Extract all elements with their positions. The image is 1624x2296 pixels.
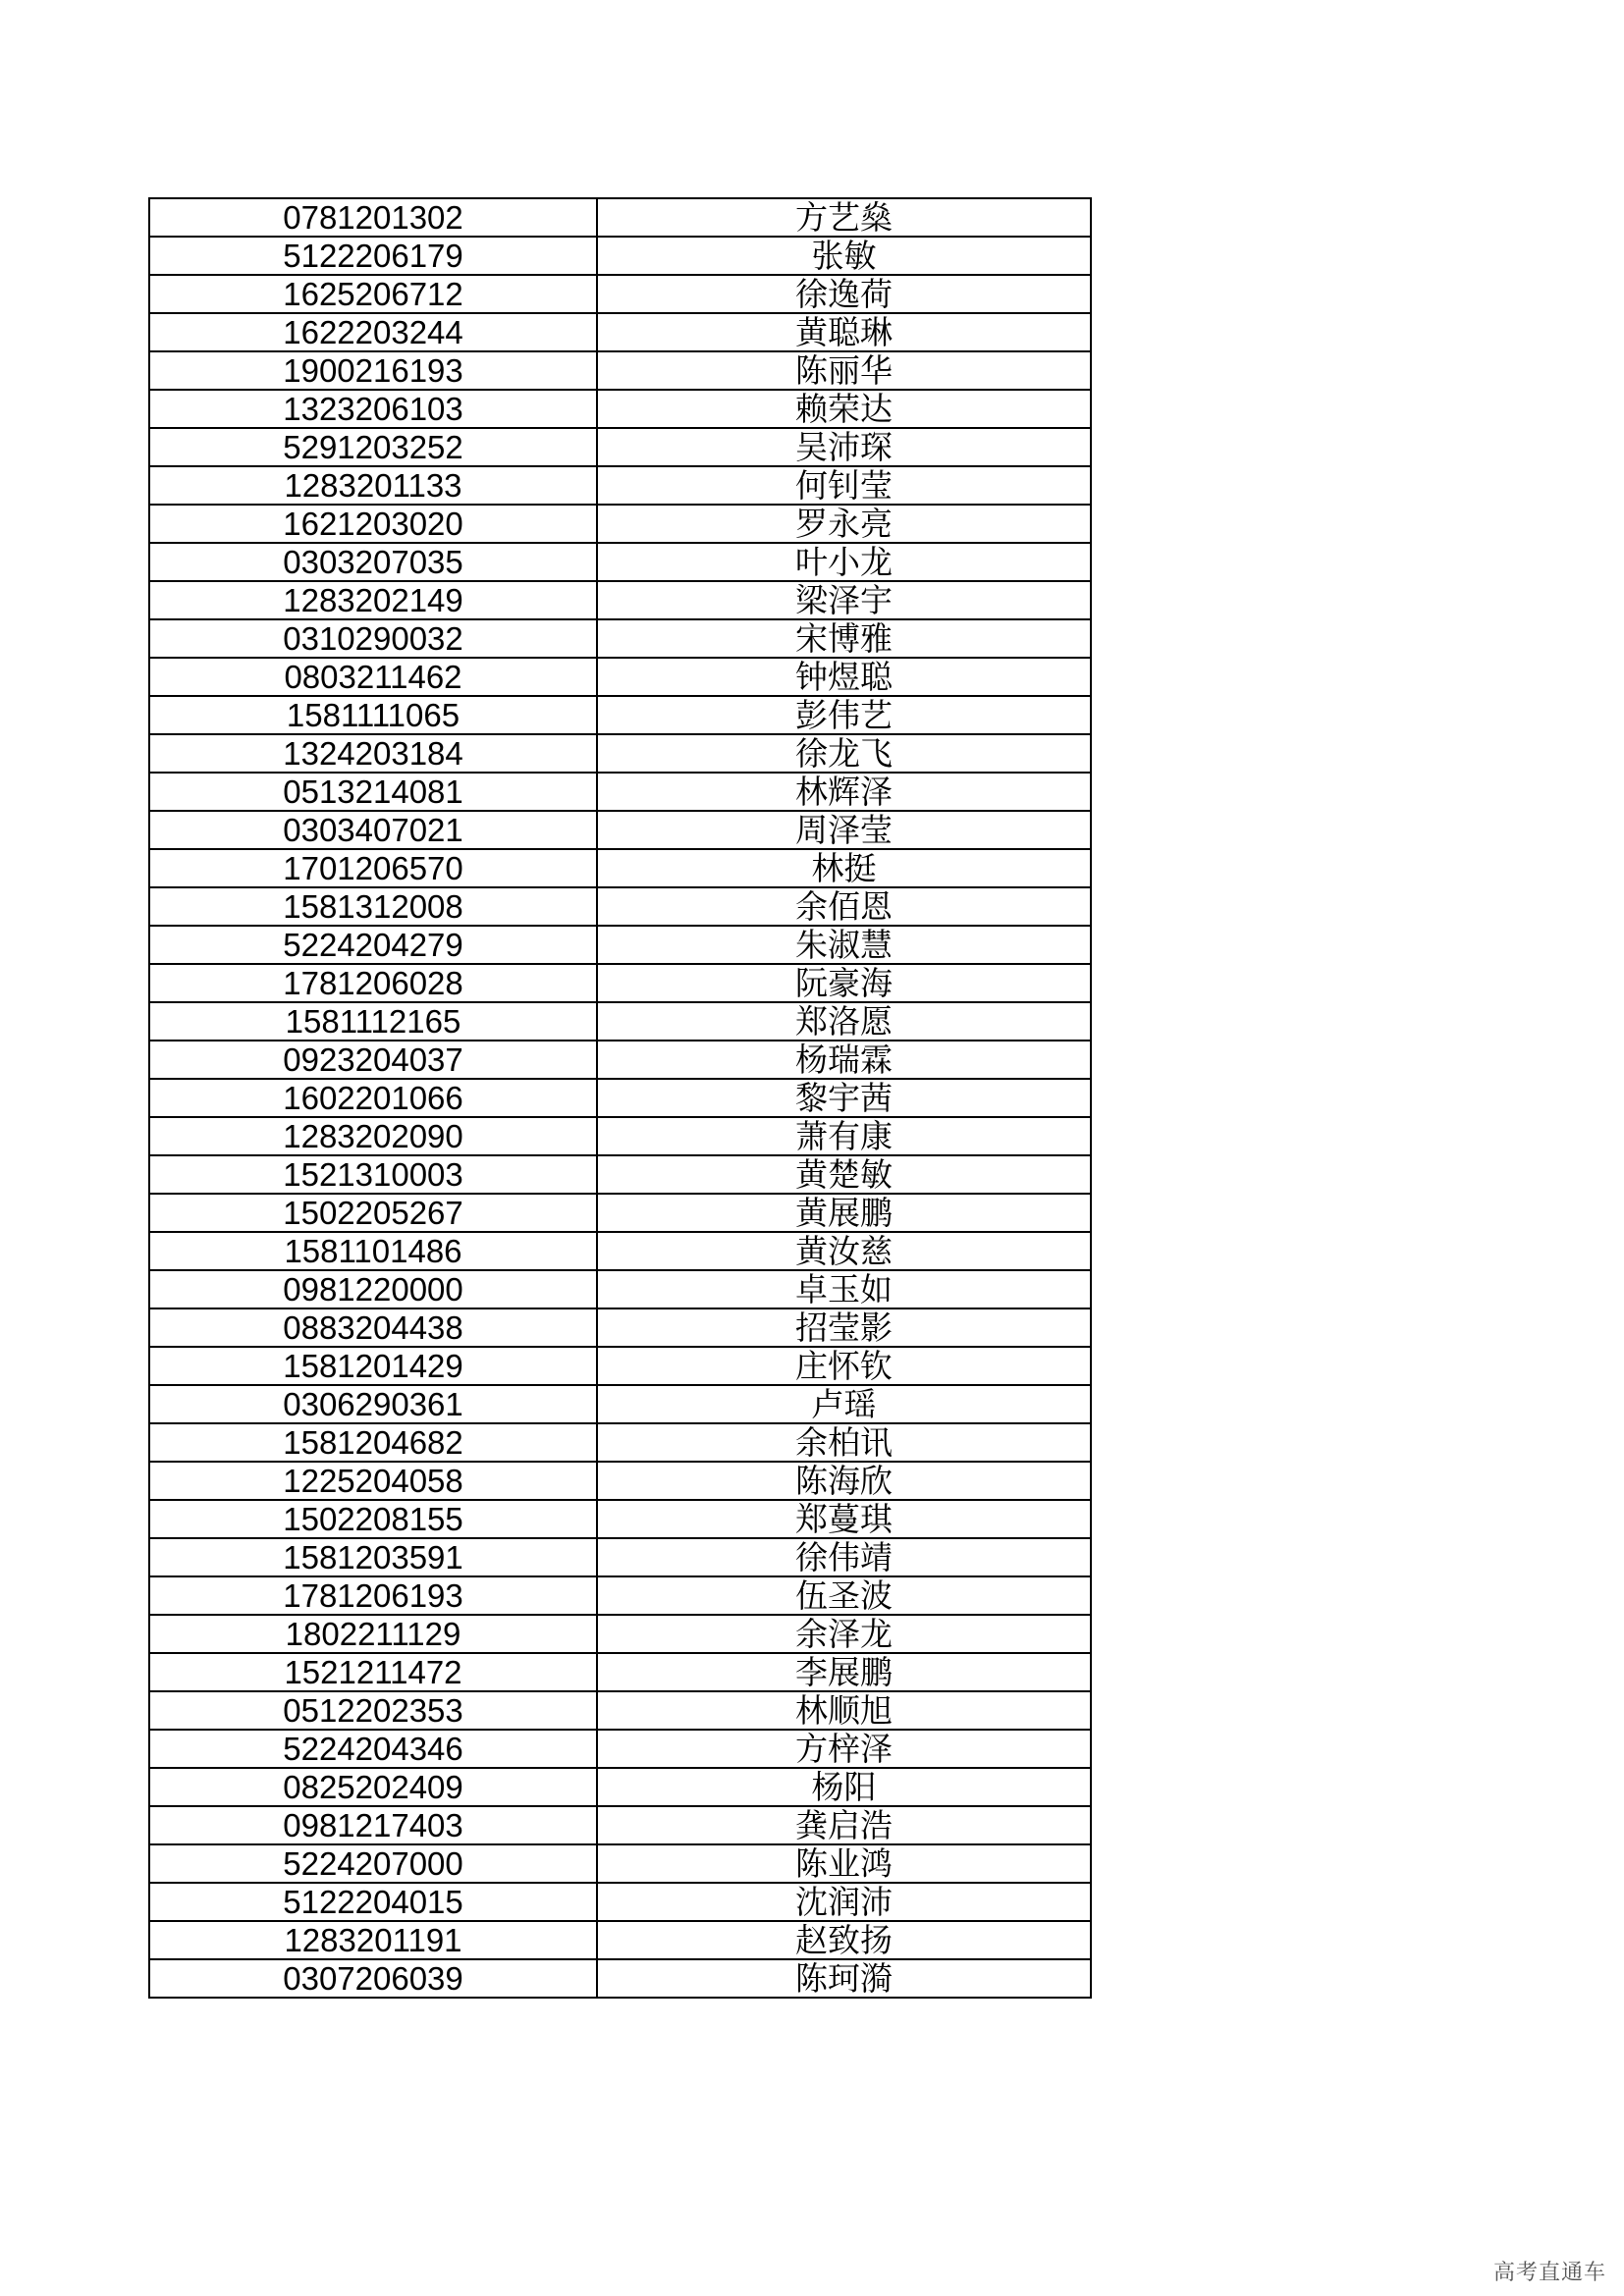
candidate-id-cell: 1622203244 <box>149 313 597 351</box>
table-row <box>149 428 1091 466</box>
candidate-name-cell: 林辉泽 <box>597 773 1091 811</box>
candidate-id-cell: 0306290361 <box>149 1385 597 1423</box>
candidate-id-cell: 1581203591 <box>149 1538 597 1576</box>
candidate-id-cell: 1900216193 <box>149 351 597 390</box>
table-row <box>149 1462 1091 1500</box>
table-row <box>149 1768 1091 1806</box>
candidate-name-cell: 黄汝慈 <box>597 1232 1091 1270</box>
table-row <box>149 1041 1091 1079</box>
table-row <box>149 1538 1091 1576</box>
candidate-name-cell: 林挺 <box>597 849 1091 887</box>
table-row <box>149 351 1091 390</box>
candidate-name-cell: 徐伟靖 <box>597 1538 1091 1576</box>
candidate-id-cell: 0883204438 <box>149 1308 597 1347</box>
candidate-name-cell: 黄楚敏 <box>597 1155 1091 1194</box>
candidate-id-cell: 1602201066 <box>149 1079 597 1117</box>
candidate-name-cell: 余佰恩 <box>597 887 1091 926</box>
candidate-name-cell: 杨瑞霖 <box>597 1041 1091 1079</box>
candidate-id-cell: 0303207035 <box>149 543 597 581</box>
table-row <box>149 773 1091 811</box>
candidate-name-cell: 招莹影 <box>597 1308 1091 1347</box>
table-row <box>149 696 1091 734</box>
table-row <box>149 1308 1091 1347</box>
table-row <box>149 1079 1091 1117</box>
table-row <box>149 887 1091 926</box>
table-row <box>149 390 1091 428</box>
candidate-id-cell: 1283202090 <box>149 1117 597 1155</box>
table-row <box>149 1385 1091 1423</box>
table-row <box>149 619 1091 658</box>
table-row <box>149 926 1091 964</box>
candidate-name-cell: 庄怀钦 <box>597 1347 1091 1385</box>
candidate-id-cell: 1324203184 <box>149 734 597 773</box>
table-row <box>149 1844 1091 1883</box>
candidate-name-cell: 彭伟艺 <box>597 696 1091 734</box>
table-row <box>149 1806 1091 1844</box>
candidate-name-cell: 沈润沛 <box>597 1883 1091 1921</box>
candidate-id-cell: 1502208155 <box>149 1500 597 1538</box>
table-row <box>149 198 1091 237</box>
candidate-id-cell: 1283201133 <box>149 466 597 505</box>
candidate-name-cell: 赵致扬 <box>597 1921 1091 1959</box>
candidate-id-cell: 5122206179 <box>149 237 597 275</box>
candidate-name-cell: 朱淑慧 <box>597 926 1091 964</box>
table-row <box>149 811 1091 849</box>
table-row <box>149 581 1091 619</box>
table-row <box>149 964 1091 1002</box>
table-row <box>149 505 1091 543</box>
candidate-name-cell: 徐逸荷 <box>597 275 1091 313</box>
candidate-name-cell: 罗永亮 <box>597 505 1091 543</box>
table-row <box>149 1347 1091 1385</box>
table-row <box>149 1155 1091 1194</box>
candidate-id-cell: 1283202149 <box>149 581 597 619</box>
candidate-name-cell: 赖荣达 <box>597 390 1091 428</box>
candidate-name-cell: 杨阳 <box>597 1768 1091 1806</box>
candidate-id-cell: 1283201191 <box>149 1921 597 1959</box>
candidate-name-cell: 陈海欣 <box>597 1462 1091 1500</box>
candidate-id-cell: 1781206028 <box>149 964 597 1002</box>
candidate-name-cell: 余泽龙 <box>597 1615 1091 1653</box>
candidate-name-cell: 方艺燊 <box>597 198 1091 237</box>
candidate-id-cell: 0981220000 <box>149 1270 597 1308</box>
candidate-name-cell: 叶小龙 <box>597 543 1091 581</box>
table-row <box>149 1002 1091 1041</box>
candidate-name-cell: 徐龙飞 <box>597 734 1091 773</box>
table-row <box>149 1691 1091 1730</box>
candidate-name-cell: 郑洛愿 <box>597 1002 1091 1041</box>
roster-table <box>148 197 1092 1999</box>
candidate-id-cell: 1581312008 <box>149 887 597 926</box>
candidate-id-cell: 1621203020 <box>149 505 597 543</box>
candidate-name-cell: 卢瑶 <box>597 1385 1091 1423</box>
candidate-id-cell: 1581112165 <box>149 1002 597 1041</box>
candidate-name-cell: 陈丽华 <box>597 351 1091 390</box>
candidate-name-cell: 方梓泽 <box>597 1730 1091 1768</box>
table-row <box>149 1423 1091 1462</box>
candidate-id-cell: 0981217403 <box>149 1806 597 1844</box>
candidate-name-cell: 何钊莹 <box>597 466 1091 505</box>
candidate-name-cell: 吴沛琛 <box>597 428 1091 466</box>
candidate-name-cell: 张敏 <box>597 237 1091 275</box>
table-row <box>149 1615 1091 1653</box>
table-row <box>149 1576 1091 1615</box>
candidate-id-cell: 1581111065 <box>149 696 597 734</box>
table-row <box>149 1959 1091 1998</box>
table-row <box>149 1194 1091 1232</box>
candidate-id-cell: 1802211129 <box>149 1615 597 1653</box>
candidate-name-cell: 龚启浩 <box>597 1806 1091 1844</box>
candidate-id-cell: 0513214081 <box>149 773 597 811</box>
candidate-id-cell: 5224204346 <box>149 1730 597 1768</box>
table-row <box>149 313 1091 351</box>
candidate-name-cell: 黎宇茜 <box>597 1079 1091 1117</box>
table-row <box>149 1883 1091 1921</box>
candidate-id-cell: 0825202409 <box>149 1768 597 1806</box>
table-row <box>149 1921 1091 1959</box>
table-row <box>149 1117 1091 1155</box>
candidate-name-cell: 陈业鸿 <box>597 1844 1091 1883</box>
candidate-id-cell: 1502205267 <box>149 1194 597 1232</box>
candidate-name-cell: 钟煜聪 <box>597 658 1091 696</box>
table-row <box>149 466 1091 505</box>
candidate-name-cell: 伍圣波 <box>597 1576 1091 1615</box>
candidate-name-cell: 梁泽宇 <box>597 581 1091 619</box>
candidate-id-cell: 5122204015 <box>149 1883 597 1921</box>
candidate-name-cell: 黄聪琳 <box>597 313 1091 351</box>
candidate-name-cell: 周泽莹 <box>597 811 1091 849</box>
candidate-id-cell: 1521211472 <box>149 1653 597 1691</box>
candidate-id-cell: 1581101486 <box>149 1232 597 1270</box>
candidate-name-cell: 余柏讯 <box>597 1423 1091 1462</box>
candidate-id-cell: 1581201429 <box>149 1347 597 1385</box>
candidate-id-cell: 1781206193 <box>149 1576 597 1615</box>
table-row <box>149 237 1091 275</box>
candidate-id-cell: 1225204058 <box>149 1462 597 1500</box>
roster-table-body <box>149 198 1091 1998</box>
table-row <box>149 1232 1091 1270</box>
candidate-id-cell: 0303407021 <box>149 811 597 849</box>
table-row <box>149 658 1091 696</box>
candidate-name-cell: 萧有康 <box>597 1117 1091 1155</box>
candidate-id-cell: 0310290032 <box>149 619 597 658</box>
candidate-name-cell: 阮豪海 <box>597 964 1091 1002</box>
candidate-id-cell: 5291203252 <box>149 428 597 466</box>
candidate-name-cell: 李展鹏 <box>597 1653 1091 1691</box>
candidate-id-cell: 5224207000 <box>149 1844 597 1883</box>
candidate-id-cell: 1625206712 <box>149 275 597 313</box>
watermark-text: 高考直通车 <box>1492 2261 1606 2285</box>
candidate-name-cell: 林顺旭 <box>597 1691 1091 1730</box>
table-row <box>149 543 1091 581</box>
candidate-id-cell: 0781201302 <box>149 198 597 237</box>
candidate-id-cell: 0923204037 <box>149 1041 597 1079</box>
table-row <box>149 275 1091 313</box>
candidate-id-cell: 0803211462 <box>149 658 597 696</box>
table-row <box>149 1730 1091 1768</box>
candidate-name-cell: 陈珂漪 <box>597 1959 1091 1998</box>
candidate-name-cell: 卓玉如 <box>597 1270 1091 1308</box>
candidate-id-cell: 5224204279 <box>149 926 597 964</box>
table-row <box>149 1500 1091 1538</box>
candidate-name-cell: 郑蔓琪 <box>597 1500 1091 1538</box>
table-row <box>149 734 1091 773</box>
candidate-name-cell: 黄展鹏 <box>597 1194 1091 1232</box>
candidate-id-cell: 0512202353 <box>149 1691 597 1730</box>
table-row <box>149 1270 1091 1308</box>
candidate-id-cell: 0307206039 <box>149 1959 597 1998</box>
candidate-id-cell: 1701206570 <box>149 849 597 887</box>
candidate-name-cell: 宋博雅 <box>597 619 1091 658</box>
table-row <box>149 849 1091 887</box>
candidate-id-cell: 1581204682 <box>149 1423 597 1462</box>
table-row <box>149 1653 1091 1691</box>
candidate-id-cell: 1323206103 <box>149 390 597 428</box>
candidate-id-cell: 1521310003 <box>149 1155 597 1194</box>
